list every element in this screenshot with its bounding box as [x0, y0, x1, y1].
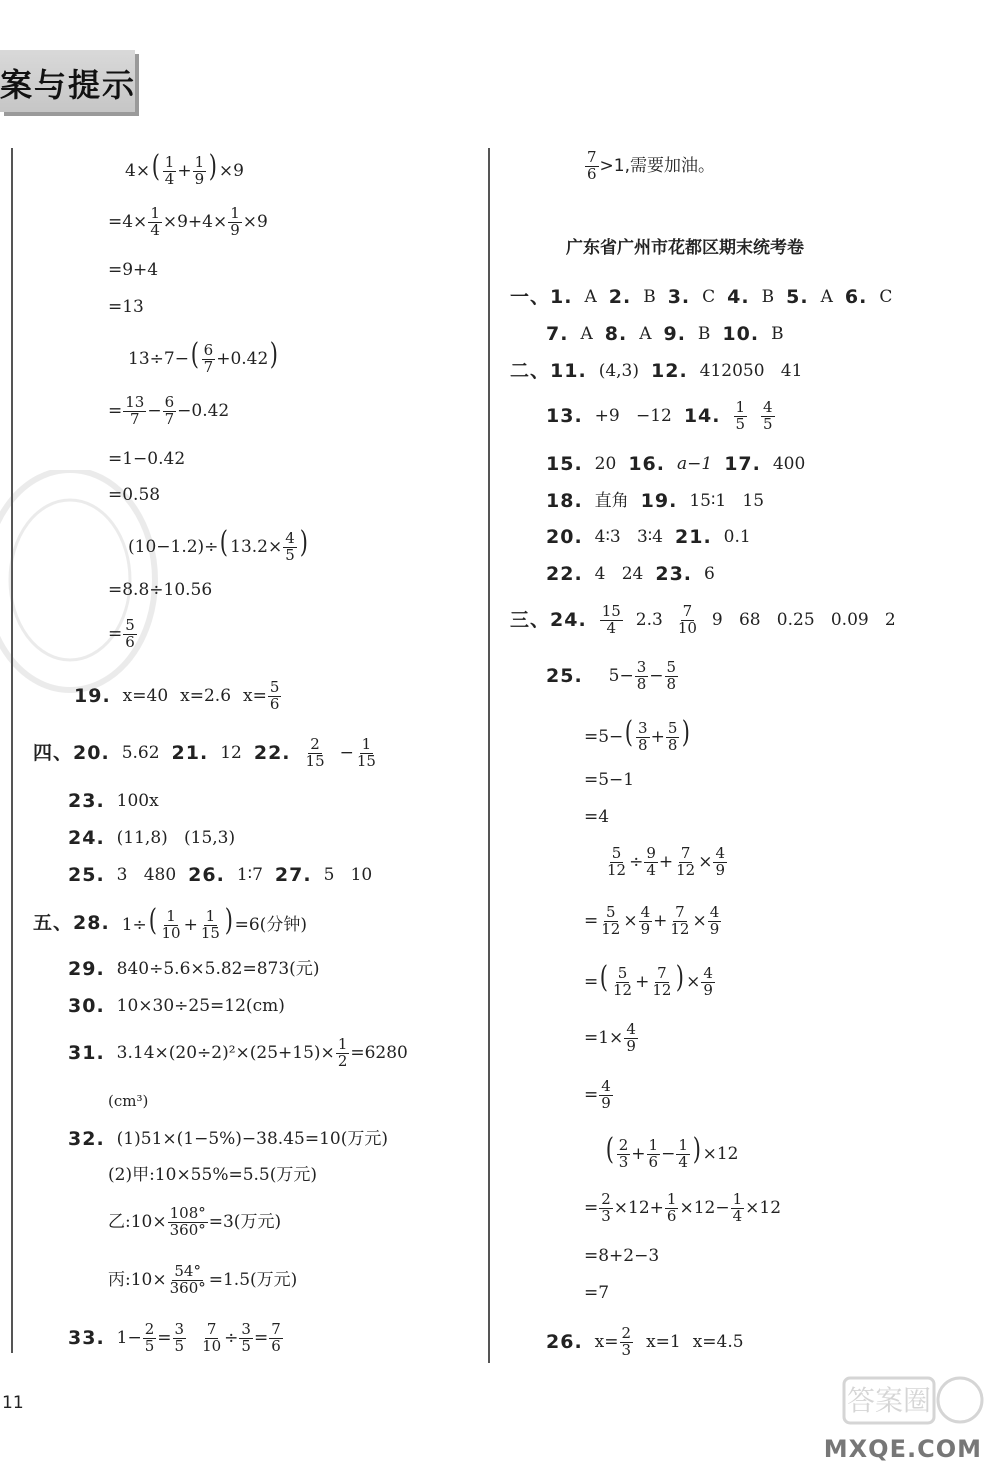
answer-23: 23. 100x [68, 790, 159, 812]
right-answer-24: 三、24. $\frac{15}{4}$ 2.3 $\frac{7}{10}$ 9 68 0.25 0.09 2 [510, 602, 896, 637]
expr-line: =9+4 [108, 260, 159, 280]
expr-line: = $\frac{13}{7}$ − $\frac{6}{7}$ −0.42 [108, 393, 230, 428]
answer-32-bing: 丙:10× $\frac{54^\circ}{360^\circ}$ =1.5(万元) [108, 1262, 298, 1297]
expr-line: (10−1.2)÷( 13.2× $\frac{4}{5}$ ) [128, 525, 308, 564]
expr-line: =8+2−3 [584, 1246, 660, 1266]
expr-line: 4×( $\frac{1}{4}$ + $\frac{1}{9}$ ) ×9 [125, 149, 244, 188]
expr-line: =13 [108, 297, 144, 317]
expr-line: =1× $\frac{4}{9}$ [584, 1020, 636, 1055]
exam-title: 广东省广州市花都区期末统考卷 [566, 238, 804, 258]
answer-20-22: 四、20. 5.62 21. 12 22. $\frac{2}{15}$ − $\frac{1}{15}$ [33, 735, 376, 770]
right-answer-7-10: 7. A 8. A 9. B 10. B [546, 323, 784, 345]
left-rule [11, 148, 13, 1353]
answer-31: 31. 3.14×(20÷2)²×(25+15)× $\frac{1}{2}$ =6280 [68, 1035, 408, 1070]
expr-line: $\frac{5}{12}$ ÷ $\frac{9}{4}$ + $\frac{7}{12}$ × $\frac{4}{9}$ [607, 844, 726, 879]
right-answer-11-12: 二、11. (4,3) 12. 412050 41 [510, 360, 803, 382]
expr-line: =5−( $\frac{3}{8}$ + $\frac{5}{8}$ ) [584, 715, 691, 754]
fraction: $\frac{1}{4}$ [164, 153, 175, 188]
expr-line: 13÷7−( $\frac{6}{7}$ +0.42) [128, 337, 279, 376]
expr-line: ( $\frac{2}{3}$ + $\frac{1}{6}$ − $\frac{1}{4}$ ) ×12 [605, 1132, 739, 1171]
answer-32-yi: 乙:10× $\frac{108^\circ}{360^\circ}$ =3(万元) [108, 1204, 282, 1239]
watermark-text: MXQE.COM [823, 1435, 982, 1463]
answer-24: 24. (11,8) (15,3) [68, 827, 236, 849]
expr-line: =( $\frac{5}{12}$ + $\frac{7}{12}$ ) × $\frac{4}{9}$ [584, 960, 713, 999]
expr-line: = $\frac{4}{9}$ [584, 1077, 611, 1112]
svg-text:答案圈: 答案圈 [846, 1384, 932, 1417]
expr-line: =4 [584, 807, 610, 827]
section-header-tab [0, 50, 135, 112]
right-answer-18-19: 18. 直角 19. 15∶1 15 [546, 490, 765, 512]
answer-31-unit: (cm³) [108, 1092, 149, 1110]
right-answer-15-17: 15. 20 16. a−1 17. 400 [546, 453, 806, 475]
right-answer-13-14: 13. +9 −12 14. $\frac{1}{5}$ $\frac{4}{5}$ [546, 398, 773, 433]
answer-19: 19. x=40 x=2.6 x= $\frac{5}{6}$ [74, 678, 280, 713]
right-answer-20-21: 20. 4∶3 3∶4 21. 0.1 [546, 526, 751, 548]
right-answer-25: 25. 5− $\frac{3}{8}$ − $\frac{5}{8}$ [546, 658, 677, 693]
page-number: 11 [2, 1393, 24, 1413]
expr-line: =1−0.42 [108, 449, 186, 469]
expr-line: = $\frac{5}{12}$ × $\frac{4}{9}$ + $\frac{7}{12}$ × $\frac{4}{9}$ [584, 903, 720, 938]
expr-line: = $\frac{2}{3}$ ×12+ $\frac{1}{6}$ ×12− $\frac{1}{4}$ ×12 [584, 1190, 782, 1225]
expr-line: =0.58 [108, 485, 161, 505]
answer-33: 33. 1− $\frac{2}{5}$ = $\frac{3}{5}$ $\frac{7}{10}$ ÷ $\frac{3}{5}$ = $\frac{7}{6}$ [68, 1320, 281, 1355]
answer-32-part2: (2)甲:10×55%=5.5(万元) [108, 1165, 318, 1185]
expr-line: =4× $\frac{1}{4}$ ×9+4× $\frac{1}{9}$ ×9 [108, 204, 268, 239]
answer-32: 32. (1)51×(1−5%)−38.45=10(万元) [68, 1128, 388, 1150]
expr-line: =5−1 [584, 770, 635, 790]
right-answer-26: 26. x= $\frac{2}{3}$ x=1 x=4.5 [546, 1324, 744, 1359]
expr-line: =7 [584, 1283, 610, 1303]
center-rule [488, 148, 490, 1363]
expr-line: =8.8÷10.56 [108, 580, 213, 600]
answer-30: 30. 10×30÷25=12(cm) [68, 995, 285, 1017]
expr-line: = $\frac{5}{6}$ [108, 616, 135, 651]
right-answer-22-23: 22. 4 24 23. 6 [546, 563, 715, 585]
section-header-title: 案与提示 [0, 66, 137, 104]
right-top-line: $\frac{7}{6}$ >1,需要加油。 [587, 148, 716, 183]
answer-25-27: 25. 3 480 26. 1∶7 27. 5 10 [68, 864, 373, 886]
right-answer-1-6: 一、1. A 2. B 3. C 4. B 5. A 6. C [510, 286, 893, 308]
fraction: $\frac{1}{9}$ [194, 153, 205, 188]
answer-28: 五、28. 1÷( $\frac{1}{10}$ + $\frac{1}{15}$ ) =6(分钟) [33, 903, 307, 942]
answer-29: 29. 840÷5.6×5.82=873(元) [68, 958, 320, 980]
